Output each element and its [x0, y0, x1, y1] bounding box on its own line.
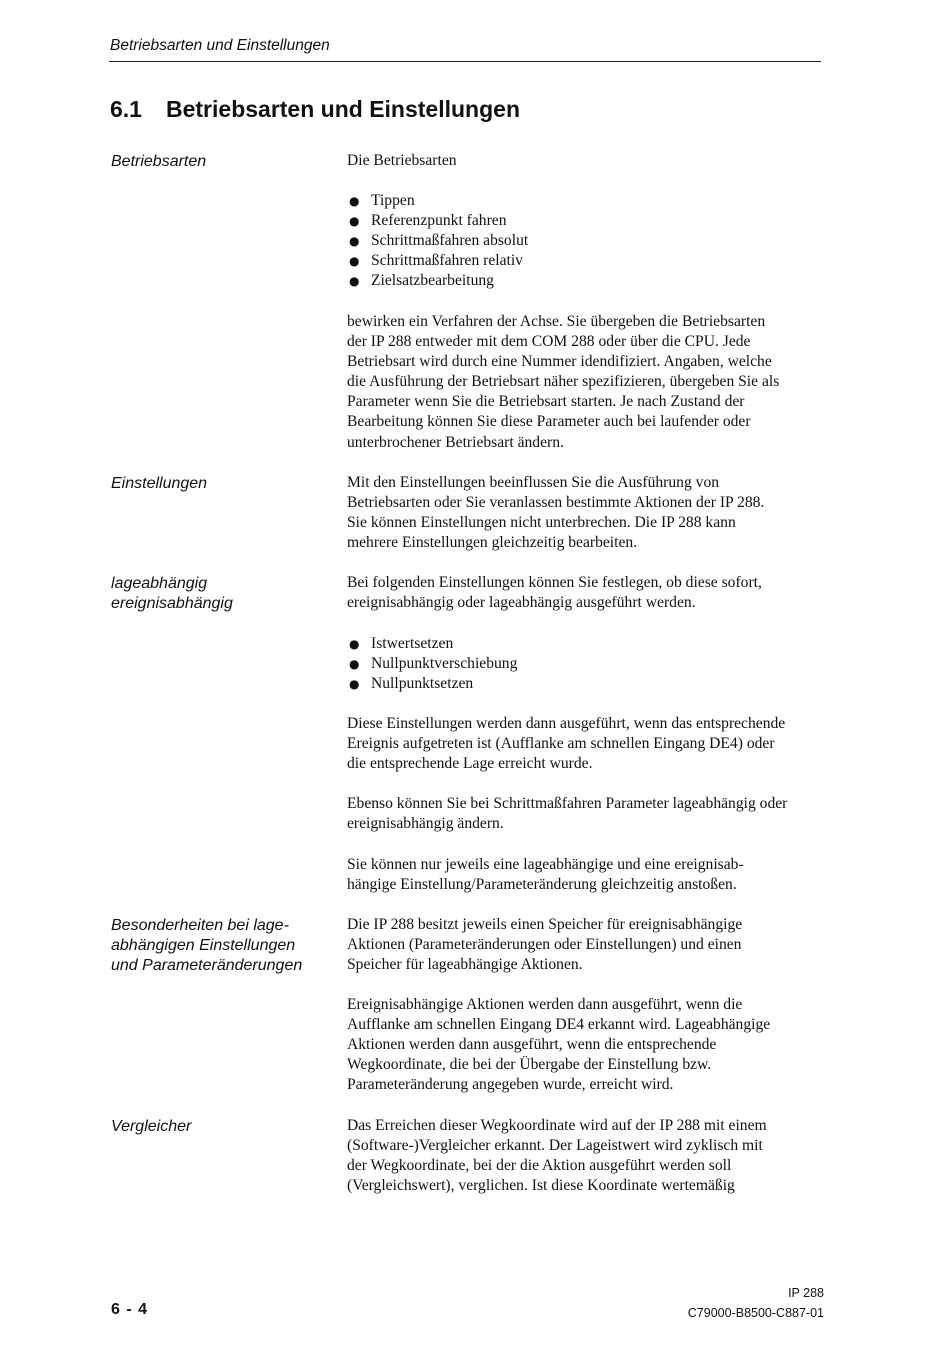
text-line: hängige Einstellung/Parameteränderung gleichzeitig anstoßen.: [347, 876, 737, 894]
betriebsarten-list: [347, 191, 827, 291]
list-item: [347, 654, 827, 674]
side-label-lageabhaengig: [111, 574, 233, 614]
lageabhaengig-list: [347, 634, 827, 694]
side-label-betriebsarten: Betriebsarten: [111, 153, 207, 170]
bullet-icon: ●: [349, 214, 360, 229]
bullet-icon: ●: [349, 677, 360, 692]
text-line: (Software-)Vergleicher erkannt. Der Lageistwert wird zyklisch mit: [347, 1137, 763, 1155]
text-line: Diese Einstellungen werden dann ausgeführt, wenn das entsprechende: [347, 715, 786, 732]
text-line: bewirken ein Verfahren der Achse. Sie übergeben die Betriebsarten: [347, 313, 766, 330]
list-item: [347, 674, 827, 694]
side-label-line: ereignisabhängig: [111, 595, 233, 612]
section-title: Betriebsarten und Einstellungen: [166, 96, 520, 122]
text-line: mehrere Einstellungen gleichzeitig bearbeiten.: [347, 534, 638, 552]
side-label-line: Besonderheiten bei lage-: [111, 917, 289, 934]
text-line: Ereignisabhängige Aktionen werden dann ausgeführt, wenn die: [347, 996, 743, 1013]
text-line: die entsprechende Lage erreicht wurde.: [347, 755, 593, 773]
text-line: Ereignis aufgetreten ist (Aufflanke am schnellen Eingang DE4) oder: [347, 735, 775, 753]
text-line: Wegkoordinate, die bei der Übergabe der Einstellung bzw.: [347, 1056, 712, 1074]
text-line: der IP 288 entweder mit dem COM 288 oder über die CPU. Jede: [347, 333, 751, 351]
footer-product: IP 288: [788, 1286, 824, 1300]
text-line: Aktionen werden dann ausgeführt, wenn die entsprechende: [347, 1036, 717, 1054]
text-line: Parameteränderung angegeben wurde, erreicht wird.: [347, 1076, 674, 1094]
list-item-text: Tippen: [371, 192, 415, 209]
text-line: Aufflanke am schnellen Eingang DE4 erkannt wird. Lageabhängige: [347, 1016, 771, 1034]
text-line: Die IP 288 besitzt jeweils einen Speicher für ereignisabhängige: [347, 916, 743, 933]
side-label-line: lageabhängig: [111, 575, 208, 592]
text-line: Bearbeitung können Sie diese Parameter auch bei laufender oder: [347, 413, 751, 431]
bullet-icon: ●: [349, 234, 360, 249]
side-label-besonderheiten: [111, 916, 302, 976]
text-line: die Ausführung der Betriebsart näher spezifizieren, übergeben Sie als: [347, 373, 780, 391]
text-line: Bei folgenden Einstellungen können Sie festlegen, ob diese sofort,: [347, 574, 762, 591]
side-label-vergleicher: Vergleicher: [111, 1118, 192, 1135]
header-rule: [109, 61, 821, 62]
text-line: der Wegkoordinate, bei der die Aktion ausgeführt werden soll: [347, 1157, 732, 1175]
besonderheiten-paragraph-2: [347, 995, 827, 1095]
list-item-text: Schrittmaßfahren absolut: [371, 232, 529, 250]
betriebsarten-paragraph: [347, 312, 827, 453]
betriebsarten-intro: [347, 151, 827, 171]
list-item: [347, 231, 827, 251]
einstellungen-paragraph: [347, 473, 827, 553]
paragraph: Die Betriebsarten: [347, 152, 457, 169]
bullet-icon: ●: [349, 274, 360, 289]
side-label-line: und Parameteränderungen: [111, 957, 303, 974]
text-line: Betriebsart wird durch eine Nummer idendifiziert. Angaben, welche: [347, 353, 772, 371]
list-item: [347, 251, 827, 271]
list-item-text: Nullpunktverschiebung: [371, 655, 518, 673]
list-item: [347, 211, 827, 231]
side-label-einstellungen: Einstellungen: [111, 475, 208, 492]
list-item-text: Zielsatzbearbeitung: [371, 272, 494, 290]
text-line: ereignisabhängig ändern.: [347, 815, 504, 833]
list-item: [347, 271, 827, 291]
side-label-line: abhängigen Einstellungen: [111, 937, 296, 954]
bullet-icon: ●: [349, 657, 360, 672]
text-line: Sie können Einstellungen nicht unterbrechen. Die IP 288 kann: [347, 514, 736, 532]
lageabhaengig-paragraph-3: [347, 855, 827, 895]
text-line: Speicher für lageabhängige Aktionen.: [347, 956, 583, 974]
text-line: unterbrochener Betriebsart ändern.: [347, 433, 564, 451]
text-line: Mit den Einstellungen beeinflussen Sie die Ausführung von: [347, 474, 720, 491]
text-line: Parameter wenn Sie die Betriebsart starten. Je nach Zustand der: [347, 393, 745, 411]
lageabhaengig-paragraph-1: [347, 714, 827, 774]
section-number: 6.1: [110, 96, 142, 122]
bullet-icon: ●: [349, 194, 360, 208]
text-line: Aktionen (Parameteränderungen oder Einstellungen) und einen: [347, 936, 742, 954]
text-line: Das Erreichen dieser Wegkoordinate wird auf der IP 288 mit einem: [347, 1117, 767, 1134]
text-line: ereignisabhängig oder lageabhängig ausgeführt werden.: [347, 594, 696, 612]
list-item: [347, 191, 827, 211]
list-item-text: Referenzpunkt fahren: [371, 212, 507, 230]
text-line: Ebenso können Sie bei Schrittmaßfahren Parameter lageabhängig oder: [347, 795, 788, 812]
lageabhaengig-paragraph-2: [347, 794, 827, 834]
section-heading: [110, 96, 520, 123]
footer-doc-number: C79000-B8500-C887-01: [687, 1306, 824, 1320]
text-line: Sie können nur jeweils eine lageabhängige und eine ereignisab-: [347, 856, 744, 873]
footer-doc-info: [688, 1283, 824, 1323]
bullet-icon: ●: [349, 254, 360, 269]
bullet-icon: ●: [349, 637, 360, 651]
list-item-text: Schrittmaßfahren relativ: [371, 252, 523, 270]
text-line: Betriebsarten oder Sie veranlassen bestimmte Aktionen der IP 288.: [347, 494, 765, 512]
list-item-text: Nullpunktsetzen: [371, 675, 474, 693]
page-number: 6 - 4: [111, 1301, 149, 1318]
vergleicher-paragraph: [347, 1116, 827, 1196]
list-item-text: Istwertsetzen: [371, 635, 454, 652]
text-line: (Vergleichswert), verglichen. Ist diese Koordinate wertemäßig: [347, 1177, 735, 1195]
lageabhaengig-intro: [347, 573, 827, 613]
list-item: [347, 634, 827, 654]
running-header: Betriebsarten und Einstellungen: [110, 37, 330, 54]
besonderheiten-paragraph-1: [347, 915, 827, 975]
